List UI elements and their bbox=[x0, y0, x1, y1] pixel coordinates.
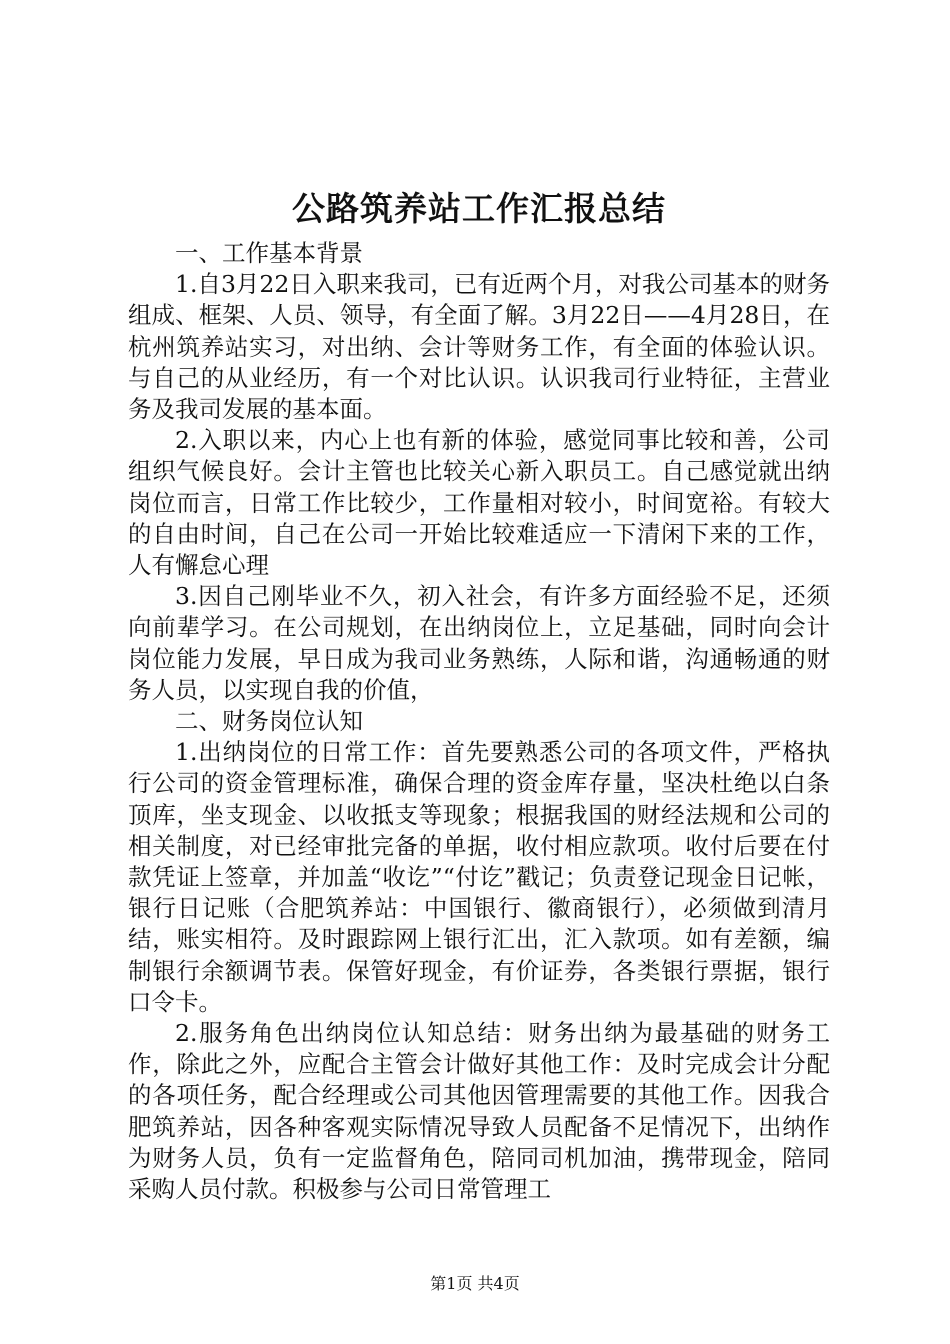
document-page bbox=[128, 182, 830, 1205]
paragraph: 2.入职以来，内心上也有新的体验，感觉同事比较和善，公司组织气候良好。会计主管也比较关心新入职员工。自己感觉就出纳岗位而言，日常工作比较少，工作量相对较小，时间宽裕。有较大的自由时间，自己在公司一开始比较难适应一下清闲下来的工作，人有懈怠心理 bbox=[128, 426, 830, 580]
page-footer: 第1页 共4页 bbox=[430, 1274, 520, 1293]
section-heading: 一、工作基本背景 bbox=[175, 239, 363, 267]
paragraph: 2.服务角色出纳岗位认知总结：财务出纳为最基础的财务工作，除此之外，应配合主管会计做好其他工作：及时完成会计分配的各项任务，配合经理或公司其他因管理需要的其他工作。因我合肥筑养站，因各种客观实际情况导致人员配备不足情况下，出纳作为财务人员，负有一定监督角色，陪同司机加油，携带现金，陪同采购人员付款。积极参与公司日常管理工 bbox=[128, 1019, 830, 1204]
section-heading: 二、财务岗位认知 bbox=[175, 707, 363, 736]
document-title: 公路筑养站工作汇报总结 bbox=[292, 189, 666, 228]
paragraph: 1.出纳岗位的日常工作：首先要熟悉公司的各项文件，严格执行公司的资金管理标准，确保合理的资金库存量，坚决杜绝以白条顶库，坐支现金、以收抵支等现象；根据我国的财经法规和公司的相关制度，对已经审批完备的单据，收付相应款项。收付后要在付款凭证上签章，并加盖“收讫”“付讫”戳记；负责登记现金日记帐，银行日记账（合肥筑养站：中国银行、徽商银行），必须做到清月结，账实相符。及时跟踪网上银行汇出，汇入款项。如有差额，编制银行余额调节表。保管好现金，有价证券，各类银行票据，银行口令卡。 bbox=[128, 738, 830, 1016]
paragraph: 1.自3月22日入职来我司，已有近两个月，对我公司基本的财务组成、框架、人员、领导，有全面了解。3月22日——4月28日，在杭州筑养站实习，对出纳、会计等财务工作，有全面的体验认识。与自己的从业经历，有一个对比认识。认识我司行业特征，主营业务及我司发展的基本面。 bbox=[128, 270, 830, 424]
paragraph: 3.因自己刚毕业不久，初入社会，有许多方面经验不足，还须向前辈学习。在公司规划，在出纳岗位上，立足基础，同时向会计岗位能力发展，早日成为我司业务熟练，人际和谐，沟通畅通的财务人员，以实现自我的价值， bbox=[128, 582, 830, 704]
